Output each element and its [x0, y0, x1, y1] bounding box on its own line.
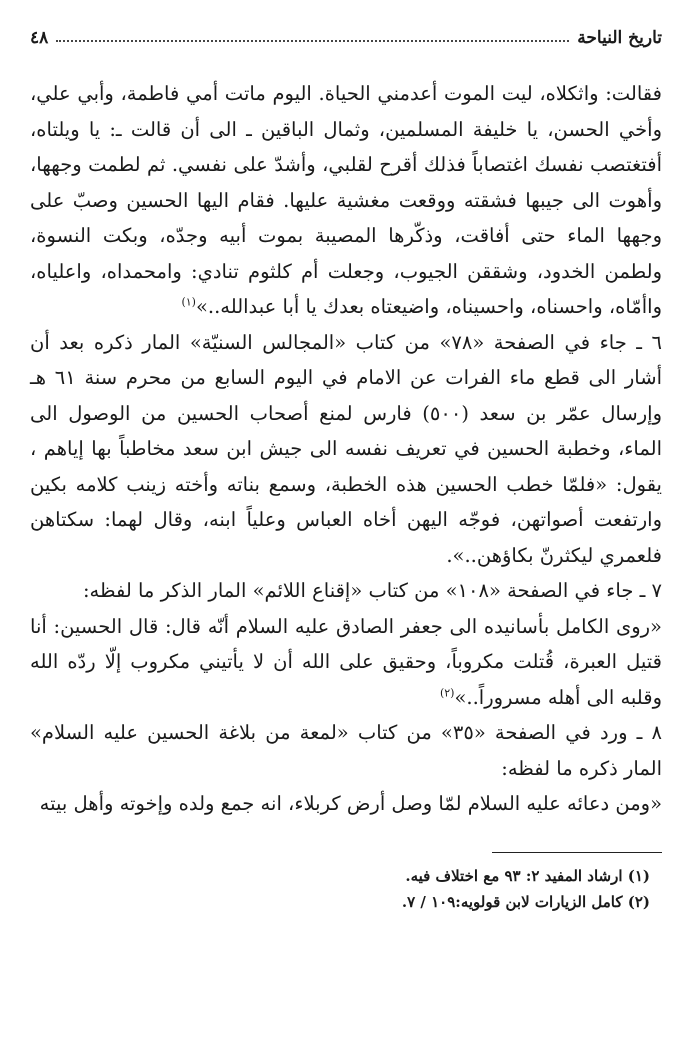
paragraph-5: ٨ ـ ورد في الصفحة «٣٥» من كتاب «لمعة من بلاغة الحسين عليه السلام» المار ذكره ما لفظه:: [30, 721, 662, 780]
footnote-ref-1[interactable]: (١): [181, 295, 196, 309]
body-text: [30, 76, 662, 822]
footnote-divider: [492, 852, 662, 853]
page-number: ٤٨: [30, 28, 49, 48]
page-header: [30, 22, 662, 48]
footnotes: [30, 863, 662, 915]
paragraph-2: ٦ ـ جاء في الصفحة «٧٨» من كتاب «المجالس السنيّة» المار ذكره بعد أن أشار الى قطع ماء الفرات عن الامام في اليوم السابع من محرم سنة ٦١ هـ وإرسال عمّر بن سعد (٥٠٠) فارس لمنع أصحاب الحسين من الوصول الى الماء، وخطبة الحسين في تعريف نفسه الى جيش ابن سعد مخاطباً بها إياهم ، يقول: «فلمّا خطب الحسين هذه الخطبة، وسمع بناته وأخته زينب كلامه بكين وارتفعت أصواتهن، فوجّه اليهن أخاه العباس وعلياً ابنه، وقال لهما: سكتاهن فلعمري ليكثرنّ بكاؤهن..».: [30, 330, 662, 567]
running-title: تاريخ النياحة: [577, 28, 662, 48]
paragraph-1: فقالت: واثكلاه، ليت الموت أعدمني الحياة. اليوم ماتت أمي فاطمة، وأبي علي، وأخي الحسن، يا خليفة المسلمين، وثمال الباقين ـ الى أن قالت ـ: يا ويلتاه، أفتغتصب نفسك اغتصاباً فذلك أقرح لقلبي، وأشدّ على نفسي. ثم لطمت وجهها، وأهوت الى جيبها فشقته ووقعت مغشية عليها. فقام اليها الحسين وصبّ على وجهها الماء حتى أفاقت، وذكّرها المصيبة بموت أبيه وجدّه، وبكت النسوة، ولطمن الخدود، وشققن الجيوب، وجعلت أم كلثوم تنادي: وامحمداه، واعلياه، واأمّاه، واحسناه، واحسيناه، واضيعتاه بعدك يا أبا عبدالله..»$^{(١)}$: [30, 82, 662, 318]
footnote-2: (٢) كامل الزيارات لابن قولويه:١٠٩ / ٧.: [401, 892, 650, 911]
footnote-ref-2[interactable]: (٢): [439, 686, 455, 699]
paragraph-3: ٧ ـ جاء في الصفحة «١٠٨» من كتاب «إقناع اللائم» المار الذكر ما لفظه:: [82, 579, 662, 602]
footnote-1: (١) ارشاد المفيد ٢: ٩٣ مع اختلاف فيه.: [405, 866, 650, 885]
book-page: [30, 22, 662, 1022]
paragraph-6: «ومن دعائه عليه السلام لمّا وصل أرض كربلاء، انه جمع ولده وإخوته وأهل بيته: [39, 792, 662, 815]
paragraph-4: «روى الكامل بأسانيده الى جعفر الصادق عليه السلام أنّه قال: قال الحسين: أنا قتيل العبرة، قُتلت مكروباً، وحقيق على الله أن لا يأتيني مكروب إلّا ردّه الله وقلبه الى أهله مسروراً..»$^{(٢)}$: [30, 614, 662, 709]
dotted-leader: [56, 40, 569, 42]
